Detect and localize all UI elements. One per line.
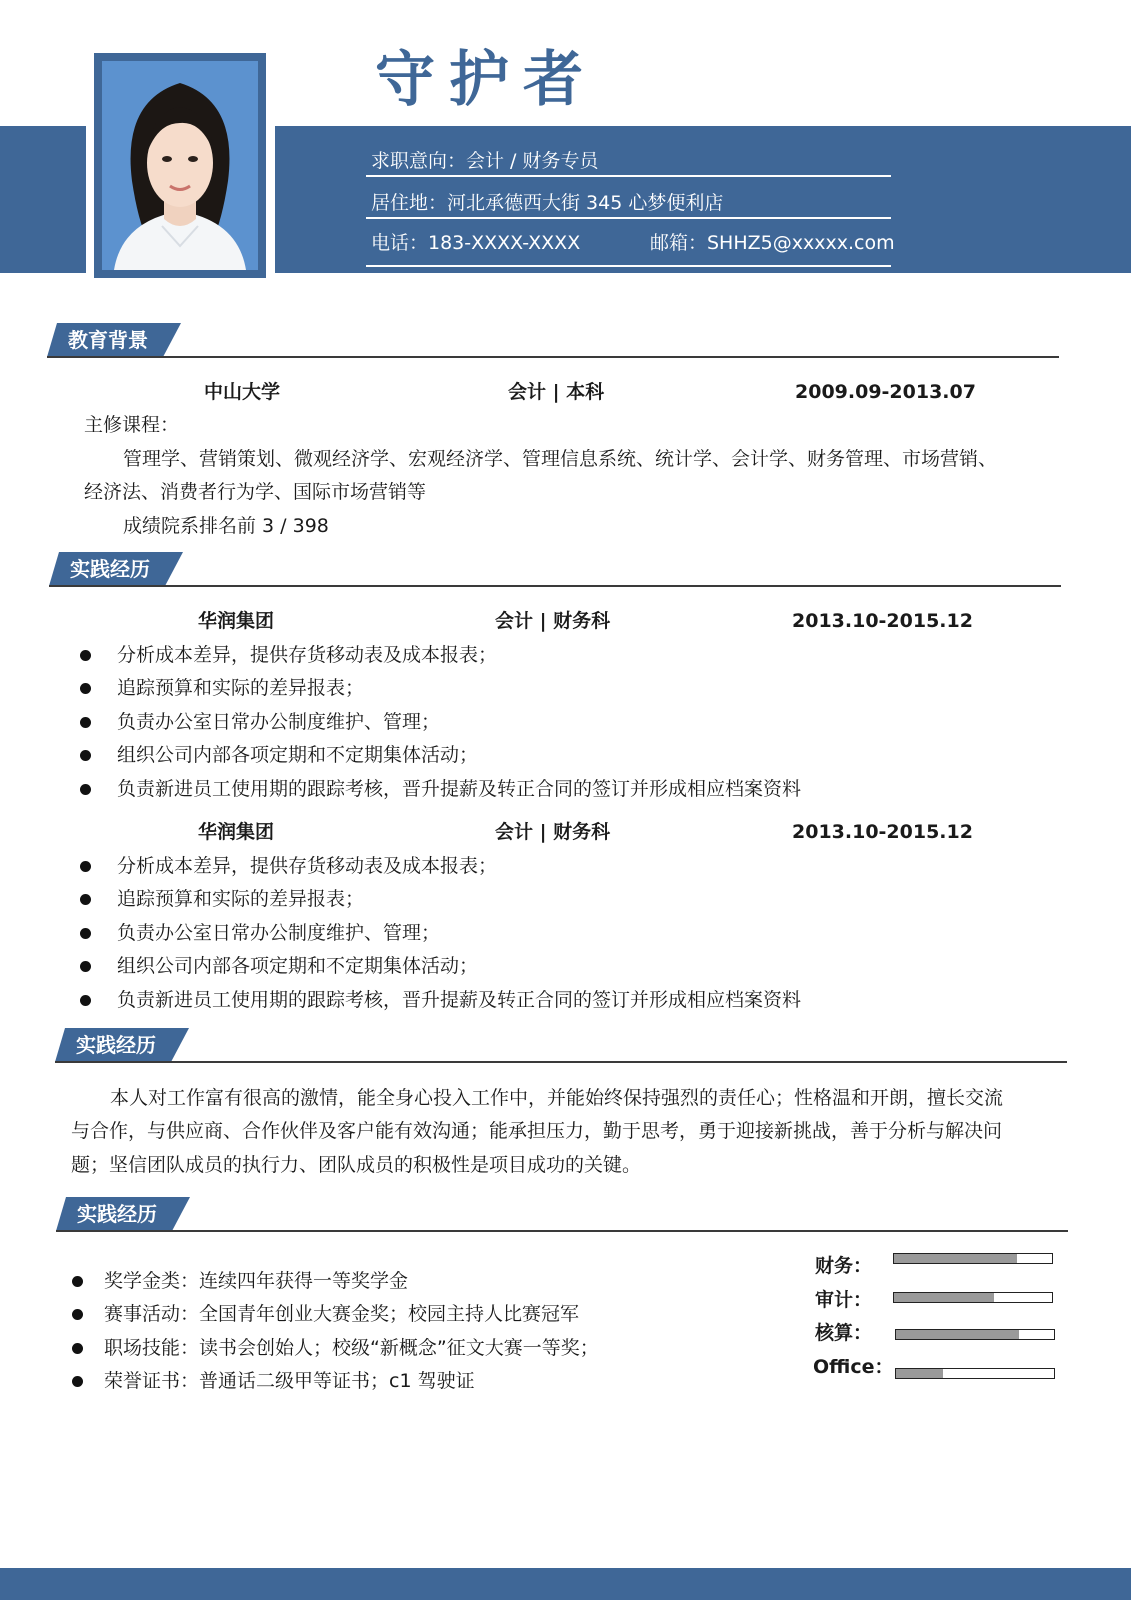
- bullet-icon: [80, 650, 91, 661]
- bullet-icon: [80, 683, 91, 694]
- education-period: 2009.09-2013.07: [795, 381, 976, 403]
- skill-bar-audit: [893, 1292, 1053, 1303]
- bullet-icon: [80, 717, 91, 728]
- email: 邮箱：SHHZ5@xxxxx.com: [650, 232, 895, 254]
- honor-item: 赛事活动：全国青年创业大赛金奖；校园主持人比赛冠军: [104, 1303, 580, 1325]
- header-band-left: [0, 126, 86, 273]
- education-major: 会计 | 本科: [508, 381, 605, 403]
- profile-photo: [102, 61, 258, 270]
- contact-underline: [366, 265, 891, 267]
- skill-label-finance: 财务：: [815, 1255, 873, 1277]
- bullet-icon: [72, 1343, 83, 1354]
- address: 居住地：河北承德西大街 345 心梦便利店: [371, 192, 724, 214]
- job-duty: 分析成本差异，提供存货移动表及成本报表；: [117, 644, 498, 666]
- section-education-rule: [47, 356, 1059, 358]
- skill-bar-office: [895, 1368, 1055, 1379]
- job-duty: 追踪预算和实际的差异报表；: [117, 888, 365, 910]
- section-honors-title: 实践经历: [56, 1197, 190, 1231]
- portrait-illustration: [102, 61, 258, 270]
- bullet-icon: [80, 928, 91, 939]
- skill-bar-finance: [893, 1253, 1053, 1264]
- skill-bar-accounting: [895, 1329, 1055, 1340]
- bullet-icon: [72, 1376, 83, 1387]
- honor-item: 奖学金类：连续四年获得一等奖学金: [104, 1270, 409, 1292]
- job-objective: 求职意向：会计 / 财务专员: [371, 150, 599, 172]
- section-self-eval-rule: [55, 1061, 1067, 1063]
- profile-photo-frame: [94, 53, 266, 278]
- self-eval-line-1: 本人对工作富有很高的激情，能全身心投入工作中，并能始终保持强烈的责任心；性格温和开朗，擅长交流: [110, 1087, 1004, 1109]
- job-duty: 负责新进员工使用期的跟踪考核，晋升提薪及转正合同的签订并形成相应档案资料: [117, 778, 802, 800]
- phone: 电话：183-XXXX-XXXX: [371, 232, 581, 254]
- job-duty: 负责办公室日常办公制度维护、管理；: [117, 711, 441, 733]
- skill-label-accounting: 核算：: [815, 1322, 873, 1344]
- bullet-icon: [80, 995, 91, 1006]
- job-role: 会计 | 财务科: [495, 821, 611, 843]
- courses-label: 主修课程：: [84, 414, 180, 436]
- section-practice-rule: [49, 585, 1061, 587]
- job-company: 华润集团: [198, 610, 275, 632]
- job-company: 华润集团: [198, 821, 275, 843]
- address-underline: [366, 217, 891, 219]
- bullet-icon: [80, 750, 91, 761]
- job-duty: 负责新进员工使用期的跟踪考核，晋升提薪及转正合同的签订并形成相应档案资料: [117, 989, 802, 1011]
- skill-label-audit: 审计：: [815, 1289, 873, 1311]
- education-school: 中山大学: [204, 381, 281, 403]
- self-eval-line-3: 题；坚信团队成员的执行力、团队成员的积极性是项目成功的关键。: [71, 1154, 642, 1176]
- courses-line-1: 管理学、营销策划、微观经济学、宏观经济学、管理信息系统、统计学、会计学、财务管理、市场营销、: [123, 448, 998, 470]
- job-duty: 组织公司内部各项定期和不定期集体活动；: [117, 744, 479, 766]
- bullet-icon: [80, 894, 91, 905]
- job-duty: 组织公司内部各项定期和不定期集体活动；: [117, 955, 479, 977]
- skill-fill: [894, 1293, 994, 1302]
- job-period: 2013.10-2015.12: [792, 610, 973, 632]
- footer-band: [0, 1568, 1131, 1600]
- candidate-name: 守护者: [375, 45, 597, 115]
- honor-item: 职场技能：读书会创始人；校级“新概念”征文大赛一等奖；: [104, 1337, 599, 1359]
- skill-fill: [896, 1330, 1019, 1339]
- job-duty: 负责办公室日常办公制度维护、管理；: [117, 922, 441, 944]
- courses-line-2: 经济法、消费者行为学、国际市场营销等: [84, 481, 427, 503]
- section-self-eval-title: 实践经历: [55, 1028, 189, 1062]
- bullet-icon: [72, 1309, 83, 1320]
- section-education-title: 教育背景: [47, 323, 181, 357]
- skill-fill: [896, 1369, 943, 1378]
- skill-fill: [894, 1254, 1017, 1263]
- honor-item: 荣誉证书：普通话二级甲等证书；c1 驾驶证: [104, 1370, 475, 1392]
- job-period: 2013.10-2015.12: [792, 821, 973, 843]
- job-duty: 追踪预算和实际的差异报表；: [117, 677, 365, 699]
- bullet-icon: [80, 861, 91, 872]
- job-role: 会计 | 财务科: [495, 610, 611, 632]
- bullet-icon: [72, 1276, 83, 1287]
- class-rank: 成绩院系排名前 3 / 398: [123, 515, 329, 537]
- job-duty: 分析成本差异，提供存货移动表及成本报表；: [117, 855, 498, 877]
- bullet-icon: [80, 784, 91, 795]
- objective-underline: [366, 175, 891, 177]
- section-practice-title: 实践经历: [49, 552, 183, 586]
- bullet-icon: [80, 961, 91, 972]
- self-eval-line-2: 与合作，与供应商、合作伙伴及客户能有效沟通；能承担压力，勤于思考，勇于迎接新挑战，善于分析与解决问: [71, 1120, 1003, 1142]
- skill-label-office: Office：: [813, 1356, 894, 1378]
- section-honors-rule: [56, 1230, 1068, 1232]
